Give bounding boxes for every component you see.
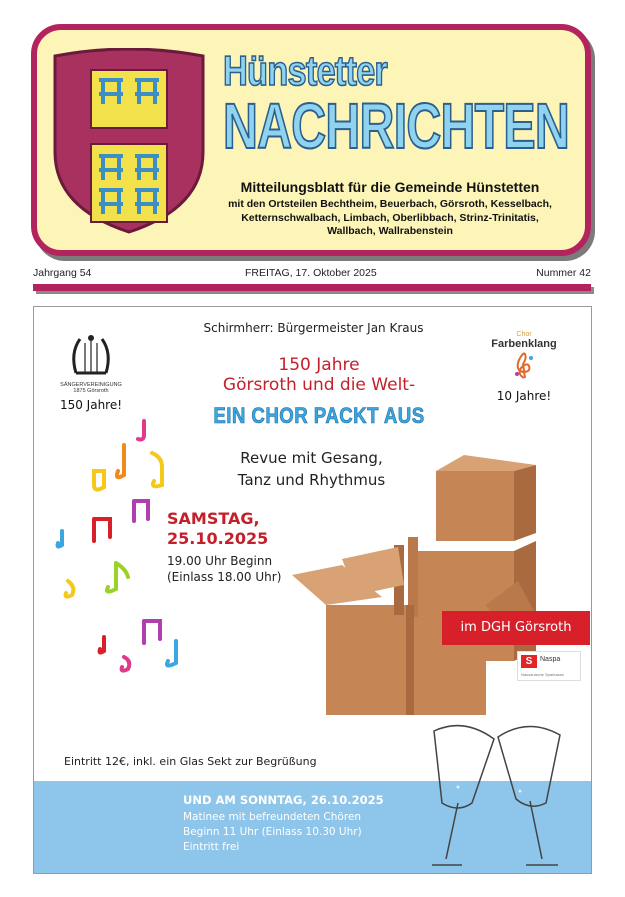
music-note-icon <box>58 421 177 671</box>
sunday-title: UND AM SONNTAG, 26.10.2025 <box>183 793 384 807</box>
treble-clef-icon <box>509 350 539 380</box>
lyre-icon <box>66 333 116 377</box>
issue-number: Nummer 42 <box>536 267 591 279</box>
venue-banner: im DGH Görsroth <box>442 611 590 645</box>
entry-fee: Eintritt 12€, inkl. ein Glas Sekt zur Begrüßung <box>64 755 317 768</box>
towns-line-1: mit den Ortsteilen Bechtheim, Beuerbach, Görsroth, Kesselbach, <box>228 198 552 210</box>
revue-line-1: Revue mit Gesang, <box>240 449 383 467</box>
headline-line-2: Görsroth und die Welt- <box>222 375 416 395</box>
coat-of-arms-icon <box>49 48 209 236</box>
music-notes-illustration <box>48 415 183 685</box>
sponsor-subtitle: Nassauische Sparkasse <box>521 672 564 677</box>
logo-caption-2: 1875 Görsroth <box>73 388 109 394</box>
sunday-line-3: Eintritt frei <box>183 841 240 853</box>
volume-label: Jahrgang 54 <box>33 267 92 279</box>
sunday-line-1: Matinee mit befreundeten Chören <box>183 811 362 823</box>
headline-150 <box>194 355 444 395</box>
left-years: 150 Jahre! <box>59 398 123 412</box>
towns-line-2: Ketternschwalbach, Limbach, Oberlibbach, Strinz-Trinitatis, <box>241 211 539 224</box>
champagne-glass-icon <box>414 707 584 874</box>
masthead-subtitle: Mitteilungsblatt für die Gemeinde Hünstetten <box>240 179 540 195</box>
issue-date: FREITAG, 17. Oktober 2025 <box>245 267 377 279</box>
towns-line-3: Wallbach, Wallrabenstein <box>327 225 453 237</box>
sparkasse-icon: S <box>521 655 537 668</box>
event-admission: (Einlass 18.00 Uhr) <box>167 570 282 584</box>
saengervereinigung-logo <box>52 333 130 412</box>
divider-rule <box>33 284 591 291</box>
sunday-line-2: Beginn 11 Uhr (Einlass 10.30 Uhr) <box>183 826 362 838</box>
sponsor-logo <box>517 651 581 681</box>
masthead <box>31 24 591 256</box>
event-poster <box>33 306 592 874</box>
cardboard-box-icon <box>286 455 536 715</box>
event-date: 25.10.2025 <box>167 529 269 548</box>
event-day: SAMSTAG, <box>167 509 260 528</box>
logo-farbenklang: Farbenklang <box>491 338 557 350</box>
patron-line: Schirmherr: Bürgermeister Jan Kraus <box>203 321 424 335</box>
event-start: 19.00 Uhr Beginn <box>167 554 273 568</box>
sponsor-name: Naspa <box>540 656 561 663</box>
revue-line-2: Tanz und Rhythmus <box>237 471 386 489</box>
towns-list <box>225 198 555 239</box>
title-line-2: NACHRICHTEN <box>223 90 570 162</box>
right-years: 10 Jahre! <box>496 389 552 403</box>
headline-line-1: 150 Jahre <box>278 355 360 375</box>
logo-chor: Chor <box>516 331 532 338</box>
title-line-1: Hünstetter <box>223 47 388 94</box>
farbenklang-logo <box>489 331 559 403</box>
headline-chor: EIN CHOR PACKT AUS <box>213 403 425 428</box>
logo-caption-1: SÄNGERVEREINIGUNG <box>60 382 122 388</box>
